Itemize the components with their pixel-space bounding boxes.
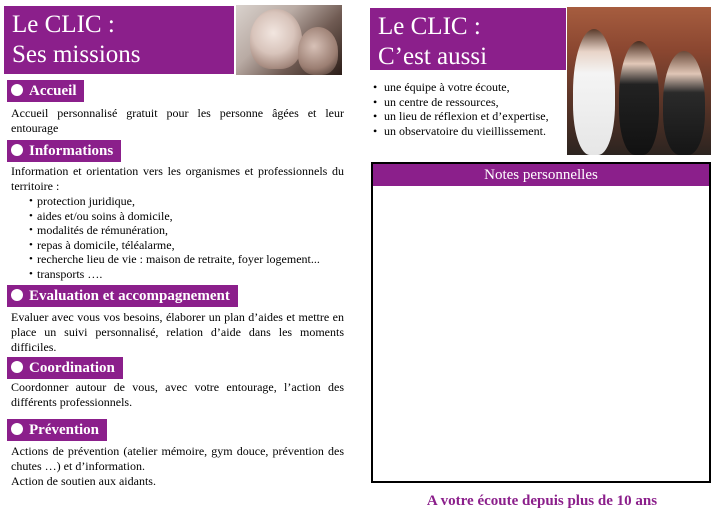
aussi-title [370, 8, 566, 70]
section-evaluation-text: Evaluer avec vous vos besoins, élaborer un plan d’aides et mettre en place un suivi personnalisé, relation d’aide dans les moments difficiles. [11, 310, 344, 354]
missions-title [4, 6, 234, 74]
bullet-icon [11, 144, 23, 156]
list-item: • protection juridique, [29, 194, 344, 209]
section-prevention-text: Actions de prévention (atelier mémoire, gym douce, prévention des chutes …) et d’information. Action de soutien aux aidants. [11, 444, 344, 488]
notes-heading: Notes personnelles [373, 164, 709, 186]
missions-title-line1: Le CLIC : [12, 11, 115, 38]
missions-title-line2: Ses missions [12, 41, 141, 68]
aussi-title-line2: C’est aussi [378, 43, 488, 70]
list-item: • un lieu de réflexion et d’expertise, [372, 109, 568, 124]
list-item: • transports …. [29, 267, 344, 282]
section-prevention-heading: Prévention [7, 419, 107, 441]
list-item: • un observatoire du vieillissement. [372, 124, 568, 139]
section-coordination-heading: Coordination [7, 357, 123, 379]
section-informations-text: Information et orientation vers les organismes et professionnels du territoire : • protection juridique, • aides et/ou soins à domicile, • modalités de rémunération, • repas à domicile, téléalarme, • recherche lieu de vie : maison de retraite, foyer logement... • transports …. [11, 164, 344, 282]
section-accueil-text: Accueil personnalisé gratuit pour les personne âgées et leur entourage [11, 106, 344, 135]
footer-tagline: A votre écoute depuis plus de 10 ans [426, 493, 658, 509]
section-accueil-heading: Accueil [7, 80, 84, 102]
bullet-icon [11, 423, 23, 435]
list-item: • repas à domicile, téléalarme, [29, 238, 344, 253]
bullet-icon [11, 361, 23, 373]
informations-list [11, 194, 344, 282]
list-item: • recherche lieu de vie : maison de retraite, foyer logement... [29, 252, 344, 267]
aussi-title-line1: Le CLIC : [378, 13, 481, 40]
list-item: • un centre de ressources, [372, 95, 568, 110]
list-item: • aides et/ou soins à domicile, [29, 209, 344, 224]
team-photo [567, 7, 711, 155]
notes-box[interactable] [371, 162, 711, 483]
list-item: • une équipe à votre écoute, [372, 80, 568, 95]
elderly-woman-photo [236, 5, 342, 75]
section-coordination-text: Coordonner autour de vous, avec votre entourage, l’action des différents professionnels. [11, 380, 344, 409]
list-item: • modalités de rémunération, [29, 223, 344, 238]
bullet-icon [11, 84, 23, 96]
section-informations-heading: Informations [7, 140, 121, 162]
section-evaluation-heading: Evaluation et accompagnement [7, 285, 238, 307]
bullet-icon [11, 289, 23, 301]
aussi-list [372, 80, 568, 138]
